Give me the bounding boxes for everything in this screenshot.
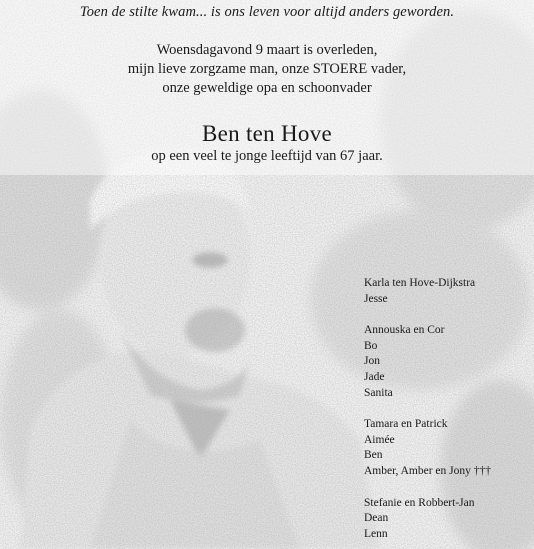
family-member: Aimée [364, 433, 395, 446]
family-group [364, 323, 529, 401]
family-member: Bo [364, 339, 378, 352]
family-group [364, 496, 529, 543]
family-member: Amber, Amber en Jony ††† [364, 464, 491, 477]
family-member: Tamara en Patrick [364, 418, 448, 431]
family-group [364, 417, 529, 479]
family-group [364, 276, 529, 307]
announcement-line: mijn lieve zorgzame man, onze STOERE vader, [127, 61, 407, 77]
announcement-line: Woensdagavond 9 maart is overleden, [156, 42, 378, 58]
announcement-line: onze geweldige opa en schoonvader [162, 80, 372, 96]
family-list [364, 276, 529, 549]
family-member: Jon [364, 355, 380, 368]
family-member: Stefanie en Robbert-Jan [364, 496, 475, 509]
age-line: op een veel te jonge leeftijd van 67 jaar. [151, 148, 383, 164]
family-member: Ben [364, 449, 383, 462]
family-member: Lenn [364, 527, 388, 540]
family-member: Jade [364, 370, 385, 383]
family-member: Annouska en Cor [364, 324, 445, 337]
family-member: Dean [364, 512, 389, 525]
announcement [0, 41, 534, 98]
family-member: Jesse [364, 292, 388, 305]
family-member: Sanita [364, 386, 393, 399]
family-member: Karla ten Hove-Dijkstra [364, 277, 476, 289]
motto: Toen de stilte kwam... is ons leven voor altijd anders geworden. [79, 4, 455, 20]
deceased-name: Ben ten Hove [201, 121, 333, 146]
